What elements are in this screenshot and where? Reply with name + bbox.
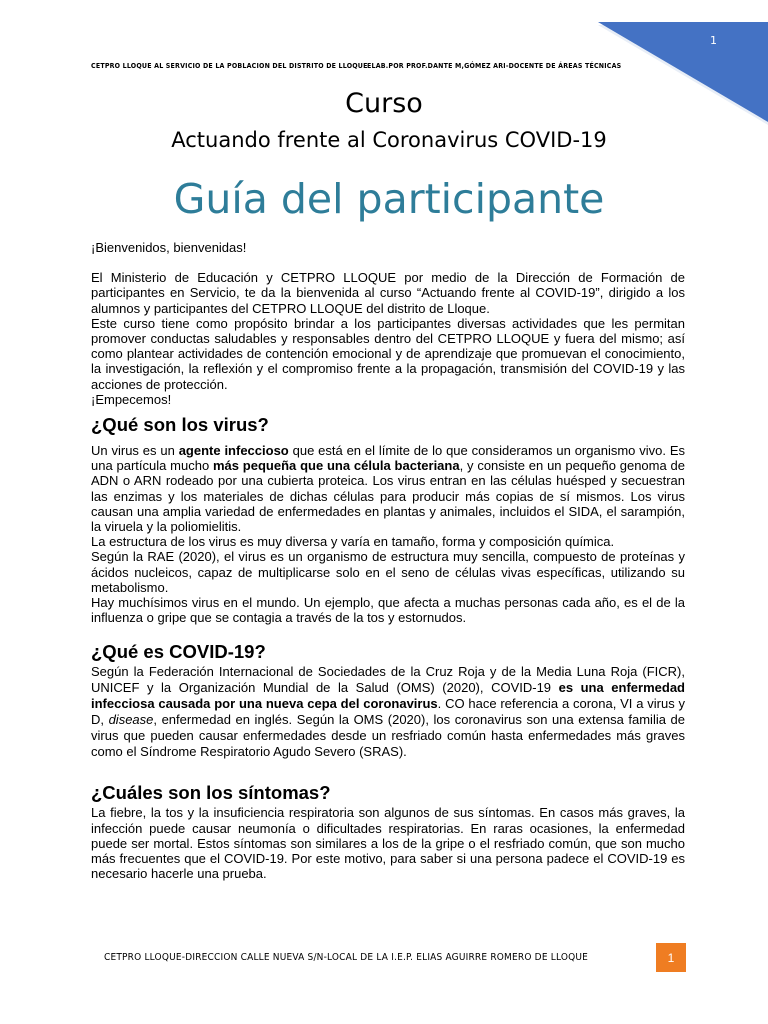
welcome-text: ¡Bienvenidos, bienvenidas! [91,240,247,255]
header-author: ELAB.POR PROF.DANTE M,GÓMEZ ARI-DOCENTE DE ÁREAS TÉCNICAS [367,62,622,70]
covid-paragraph: Según la Federación Internacional de Sociedades de la Cruz Roja y de la Media Luna Roja (FICR), UNICEF y la Organización Mundial de la Salud (OMS) (2020), COVID-19 es una enfermedad infecciosa causada por una nueva cepa del coronavirus. CO hace referencia a corona, VI a virus y D, disease, enfermedad en inglés. Según la OMS (2020), los coronavirus son una extensa familia de virus que pueden causar enfermedades desde un resfriado común hasta enfermedades más graves como el Síndrome Respiratorio Agudo Severo (SRAS). [91,664,685,760]
page-number-badge: 1 [656,943,686,972]
intro-paragraph-3: ¡Empecemos! [91,391,172,407]
intro-paragraph-1: El Ministerio de Educación y CETPRO LLOQUE por medio de la Dirección de Formación de participantes en Servicio, te da la bienvenida al curso “Actuando frente al COVID-19”, dirigido a los alumnos y participantes del CETPRO LLOQUE del distrito de Lloque. [91,270,685,316]
document-body [91,240,685,881]
heading-virus: ¿Qué son los virus? [91,414,269,436]
heading-covid: ¿Qué es COVID-19? [91,641,266,663]
heading-symptoms: ¿Cuáles son los síntomas? [91,782,331,804]
guide-title: Guía del participante [173,175,605,223]
symptoms-paragraph: La fiebre, la tos y la insuficiencia respiratoria son algunos de sus síntomas. En casos más graves, la infección puede causar neumonía o dificultades respiratorias. En raras ocasiones, la enfermedad puede ser mortal. Estos síntomas son similares a los de la gripe o el resfriado común, que son mucho más frecuentes que el COVID-19. Por este motivo, para saber si una persona padece el COVID-19 es necesario hacerle una prueba. [91,805,685,882]
corner-page-number: 1 [710,34,717,47]
virus-paragraph-2: La estructura de los virus es muy diversa y varía en tamaño, forma y composición química. [91,534,615,550]
virus-paragraph-4: Hay muchísimos virus en el mundo. Un ejemplo, que afecta a muchas personas cada año, es el de la influenza o gripe que se contagia a través de la tos y estornudos. [91,595,685,626]
virus-paragraph-3: Según la RAE (2020), el virus es un organismo de estructura muy sencilla, compuesto de proteínas y ácidos nucleicos, capaz de multiplicarse solo en el seno de células vivas específicas, utilizando su metabolismo. [91,549,685,595]
virus-paragraph-1: Un virus es un agente infeccioso que está en el límite de lo que consideramos un organismo vivo. Es una partícula mucho más pequeña que una célula bacteriana, y consiste en un pequeño genoma de ADN o ARN rodeado por una cubierta proteica. Los virus entran en las células huésped y secuestran las enzimas y los materiales de dichas células para producir más copias de sí mismos. Los virus causan una amplia variedad de enfermedades en plantas y animales, incluidos el SIDA, el sarampión, la viruela y la poliomielitis. [91,443,686,535]
course-title: Actuando frente al Coronavirus COVID-19 [171,128,607,152]
footer-address: CETPRO LLOQUE-DIRECCION CALLE NUEVA S/N-LOCAL DE LA I.E.P. ELIAS AGUIRRE ROMERO DE LLOQUE [104,952,589,963]
intro-paragraph-2: Este curso tiene como propósito brindar a los participantes diversas actividades que les permitan promover conductas saludables y responsables dentro del CETPRO LLOQUE y fuera del mismo; así como plantear actividades de contención emocional y de aprendizaje que promuevan el conocimiento, la investigación, la reflexión y el compromiso frente a la propagación, transmisión del COVID-19 y las acciones de protección. [91,315,685,392]
title-curso: Curso [345,88,423,119]
header-institution: CETPRO LLOQUE AL SERVICIO DE LA POBLACION DEL DISTRITO DE LLOQUE [91,62,368,70]
